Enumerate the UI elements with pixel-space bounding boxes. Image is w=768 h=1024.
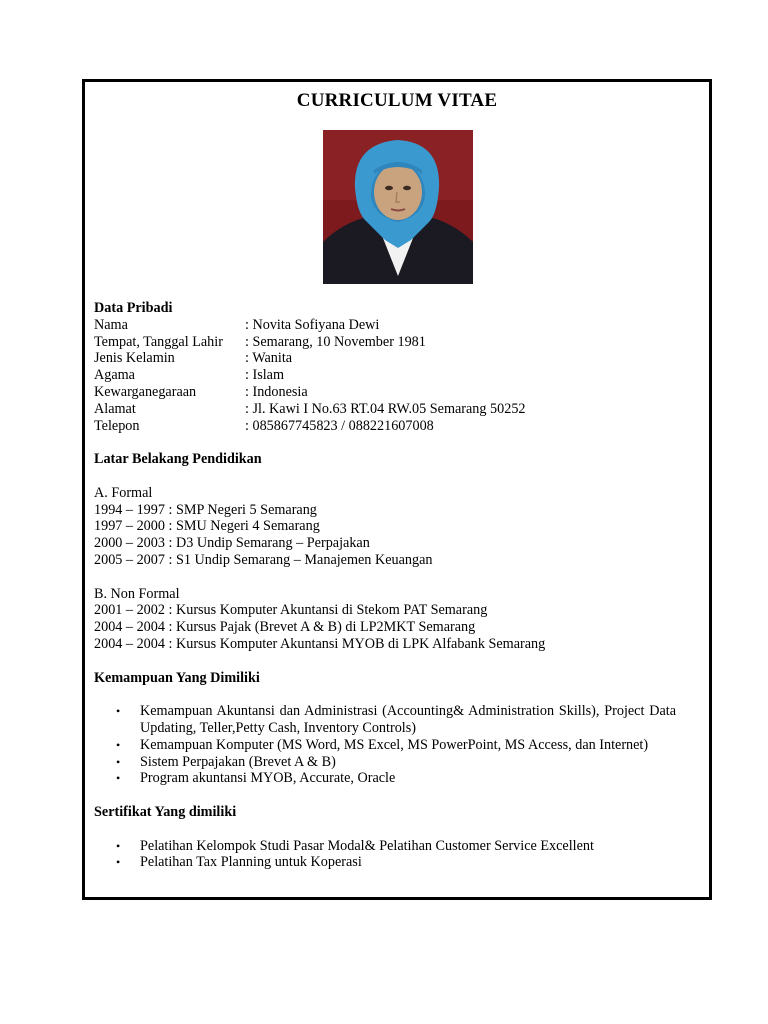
personal-data-list [94,317,684,435]
bullet-icon: • [116,737,121,752]
bullet-icon: • [116,771,121,786]
certificate-text: Pelatihan Kelompok Studi Pasar Modal& Pelatihan Customer Service Excellent [140,837,594,854]
certificates-list [94,838,684,872]
row-label: Kewarganegaraan [94,383,197,400]
bullet-icon: • [116,754,121,769]
list-item [94,854,676,871]
education-heading: Latar Belakang Pendidikan [94,451,262,468]
course-entry: 2004 – 2004 : Kursus Komputer Akuntansi MYOB di LPK Alfabank Semarang [94,635,546,652]
row-value: : Semarang, 10 November 1981 [245,333,426,350]
cv-page-frame [82,79,712,900]
document-title: CURRICULUM VITAE [296,90,498,111]
personal-row-gender [94,350,684,367]
course-entry: 2004 – 2004 : Kursus Pajak (Brevet A & B) di LP2MKT Semarang [94,619,476,636]
row-label: Agama [94,367,135,384]
row-label: Jenis Kelamin [94,350,175,367]
row-label: Tempat, Tanggal Lahir [94,333,223,350]
row-value: : Wanita [245,350,293,367]
skill-text: Program akuntansi MYOB, Accurate, Oracle [140,770,396,787]
bullet-icon: • [116,855,121,870]
formal-education-heading: A. Formal [94,484,153,501]
row-label: Telepon [94,417,140,434]
personal-row-birth [94,334,684,351]
education-entry: 1994 – 1997 : SMP Negeri 5 Semarang [94,501,317,518]
skill-text: Sistem Perpajakan (Brevet A & B) [140,753,336,770]
row-value: : 085867745823 / 088221607008 [245,417,434,434]
education-entry: 1997 – 2000 : SMU Negeri 4 Semarang [94,518,320,535]
list-item [94,770,676,787]
certificates-heading: Sertifikat Yang dimiliki [94,803,237,820]
course-entry: 2001 – 2002 : Kursus Komputer Akuntansi di Stekom PAT Semarang [94,602,488,619]
nonformal-education-heading: B. Non Formal [94,585,180,602]
list-item [94,838,676,855]
row-value: : Jl. Kawi I No.63 RT.04 RW.05 Semarang 50252 [245,400,526,417]
profile-photo [323,130,473,284]
skill-text: Kemampuan Komputer (MS Word, MS Excel, MS PowerPoint, MS Access, dan Internet) [140,736,649,753]
skills-list [94,703,684,787]
row-label: Alamat [94,400,136,417]
certificate-text: Pelatihan Tax Planning untuk Koperasi [140,854,362,871]
cv-content [94,300,684,871]
education-entry: 2000 – 2003 : D3 Undip Semarang – Perpajakan [94,535,370,552]
personal-row-phone [94,418,684,435]
row-value: : Islam [245,367,285,384]
bullet-icon: • [116,704,121,719]
bullet-icon: • [116,838,121,853]
personal-row-citizenship [94,384,684,401]
personal-row-name [94,317,684,334]
list-item [94,737,676,754]
skill-text: Kemampuan Akuntansi dan Administrasi (Accounting& Administration Skills), Project Data Updating, Teller,Petty Cash, Inventory Controls) [140,703,676,736]
personal-data-heading: Data Pribadi [94,300,173,316]
row-value: : Novita Sofiyana Dewi [245,316,380,333]
skills-heading: Kemampuan Yang Dimiliki [94,669,260,686]
row-value: : Indonesia [245,383,308,400]
list-item [94,754,676,771]
education-entry: 2005 – 2007 : S1 Undip Semarang – Manajemen Keuangan [94,551,433,568]
personal-row-religion [94,367,684,384]
personal-row-address [94,401,684,418]
row-label: Nama [94,316,128,333]
list-item [94,703,676,737]
